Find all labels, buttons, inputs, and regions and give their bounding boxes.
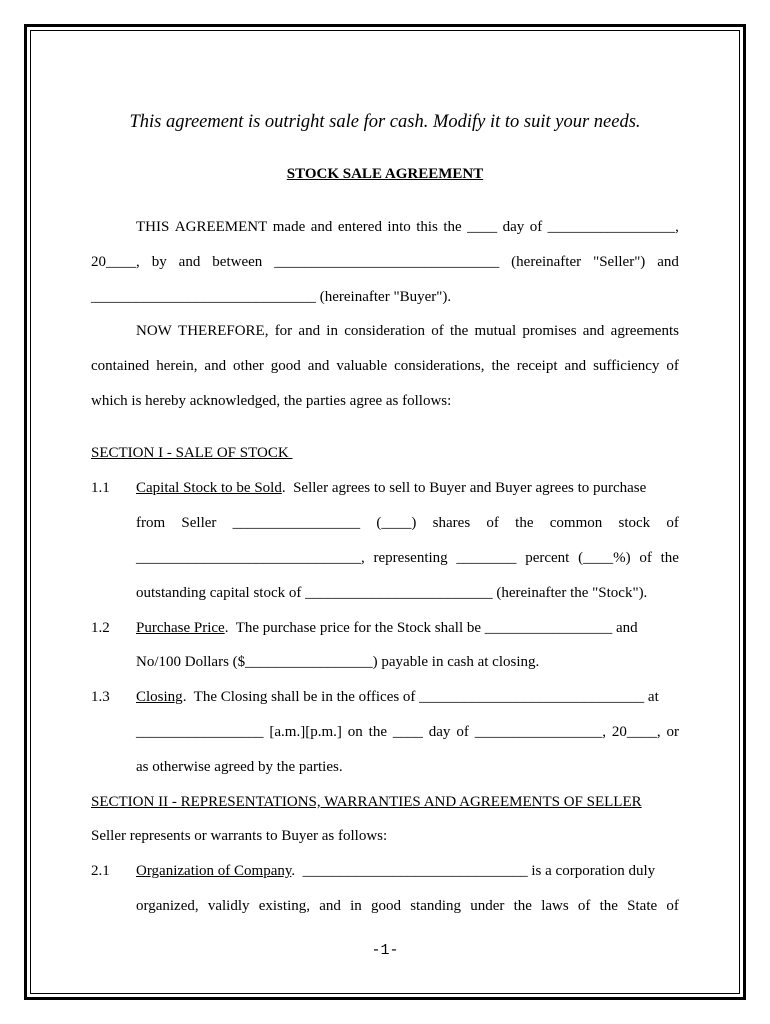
word: of xyxy=(666,898,679,914)
word: valuable xyxy=(336,358,388,374)
word: agreements xyxy=(610,323,679,339)
word: (____%) xyxy=(578,550,631,566)
word: laws xyxy=(541,898,569,914)
clause-2-1-text: . ______________________________ is a corporation duly xyxy=(291,863,656,879)
word: of xyxy=(666,515,679,531)
word: State xyxy=(627,898,658,914)
now-therefore-line-1 xyxy=(136,322,679,340)
word: _________________, xyxy=(474,724,606,740)
word: the xyxy=(513,898,532,914)
word: into xyxy=(387,219,411,235)
word: THIS xyxy=(136,219,170,235)
clause-1-2-line-1 xyxy=(136,619,679,637)
clause-2-1-number: 2.1 xyxy=(91,863,110,879)
preamble-line-3: ______________________________ (hereinafter "Buyer"). xyxy=(91,289,452,305)
word: between xyxy=(212,254,263,270)
word: made xyxy=(272,219,306,235)
word: or xyxy=(666,724,679,740)
clause-1-3-line-3: as otherwise agreed by the parties. xyxy=(136,759,343,775)
word: 20____, xyxy=(91,254,140,270)
word: sufficiency xyxy=(593,358,660,374)
clause-1-1-line-2 xyxy=(136,514,679,532)
word: herein, xyxy=(156,358,198,374)
word: other xyxy=(233,358,264,374)
word: and xyxy=(582,323,605,339)
word: the xyxy=(599,898,618,914)
section-2-intro: Seller represents or warrants to Buyer as follows: xyxy=(91,828,388,844)
clause-1-3-number: 1.3 xyxy=(91,689,110,705)
word: ______________________________ xyxy=(274,254,500,270)
word: from xyxy=(136,515,166,531)
word: _________________, xyxy=(547,219,679,235)
word: [a.m.][p.m.] xyxy=(269,724,342,740)
clause-1-3-caption: Closing xyxy=(136,689,183,705)
word: on xyxy=(347,724,363,740)
word: existing, xyxy=(258,898,310,914)
word: of xyxy=(486,515,499,531)
clause-1-3-line-2 xyxy=(136,723,679,741)
word: common xyxy=(549,515,603,531)
word: and xyxy=(204,358,227,374)
word: _________________ xyxy=(232,515,361,531)
word: THEREFORE, xyxy=(178,323,269,339)
word: the xyxy=(660,550,679,566)
word: the xyxy=(515,515,534,531)
word: promises xyxy=(522,323,577,339)
clause-2-1-caption: Organization of Company xyxy=(136,863,292,879)
word: standing xyxy=(410,898,462,914)
word: mutual xyxy=(474,323,517,339)
word: considerations, xyxy=(394,358,485,374)
word: of xyxy=(529,219,543,235)
word: consideration xyxy=(344,323,425,339)
word: validly xyxy=(207,898,250,914)
word: ________ xyxy=(456,550,517,566)
word: and xyxy=(564,358,587,374)
word: contained xyxy=(91,358,150,374)
clause-1-1-number: 1.1 xyxy=(91,480,110,496)
word: Seller xyxy=(181,515,217,531)
agreement-note: This agreement is outright sale for cash. Modify it to suit your needs. xyxy=(129,112,641,132)
word: of xyxy=(431,323,444,339)
word: and xyxy=(298,323,321,339)
word: and xyxy=(319,898,341,914)
clause-1-1-line-3 xyxy=(136,549,679,567)
word: stock xyxy=(618,515,651,531)
word: receipt xyxy=(516,358,558,374)
word: and xyxy=(310,219,333,235)
word: (____) xyxy=(376,515,417,531)
word: of xyxy=(577,898,591,914)
word: percent xyxy=(525,550,570,566)
word: (hereinafter xyxy=(511,254,582,270)
word: AGREEMENT xyxy=(174,219,268,235)
word: of xyxy=(456,724,469,740)
clause-1-3-line-1 xyxy=(136,688,679,706)
word: by xyxy=(151,254,167,270)
page-number: -1- xyxy=(371,942,399,959)
word: in xyxy=(350,898,362,914)
preamble-line-1 xyxy=(136,218,679,236)
word: shares xyxy=(432,515,471,531)
clause-1-2-caption: Purchase Price xyxy=(136,620,225,636)
preamble-line-2 xyxy=(91,253,679,271)
clause-1-3-text: . The Closing shall be in the offices of ______________________________ at xyxy=(182,689,659,705)
clause-2-1-line-2 xyxy=(136,897,679,915)
word: good xyxy=(370,898,401,914)
now-therefore-line-2 xyxy=(91,357,679,375)
clause-1-2-text: . The purchase price for the Stock shall be _________________ and xyxy=(224,620,638,636)
word: ____ xyxy=(467,219,498,235)
document-title: STOCK SALE AGREEMENT xyxy=(286,166,484,182)
word: the xyxy=(491,358,510,374)
word: good xyxy=(270,358,301,374)
word: and xyxy=(307,358,330,374)
word: for xyxy=(274,323,293,339)
word: 20____, xyxy=(611,724,661,740)
word: "Seller") xyxy=(593,254,646,270)
word: representing xyxy=(373,550,448,566)
clause-1-2-line-2: No/100 Dollars ($_________________) payable in cash at closing. xyxy=(136,654,540,670)
word: organized, xyxy=(136,898,199,914)
clause-1-1-line-1 xyxy=(136,479,679,497)
clause-2-1-line-1 xyxy=(136,862,679,880)
word: in xyxy=(326,323,338,339)
word: under xyxy=(470,898,505,914)
section-1-heading: SECTION I - SALE OF STOCK xyxy=(91,445,293,461)
word: the xyxy=(443,219,462,235)
clause-1-1-text: . Seller agrees to sell to Buyer and Buyer agrees to purchase xyxy=(281,480,647,496)
word: ______________________________, xyxy=(136,550,365,566)
word: day xyxy=(502,219,525,235)
word: _________________ xyxy=(136,724,264,740)
word: of xyxy=(639,550,652,566)
word: and xyxy=(657,254,679,270)
clause-1-2-number: 1.2 xyxy=(91,620,110,636)
word: of xyxy=(666,358,679,374)
clause-1-1-line-4: outstanding capital stock of _________________________ (hereinafter the "Stock"). xyxy=(136,585,648,601)
section-2-heading: SECTION II - REPRESENTATIONS, WARRANTIES AND AGREEMENTS OF SELLER xyxy=(91,794,642,810)
word: this xyxy=(416,219,438,235)
word: day xyxy=(428,724,451,740)
word: and xyxy=(178,254,201,270)
word: entered xyxy=(337,219,382,235)
word: ____ xyxy=(392,724,423,740)
now-therefore-line-3: which is hereby acknowledged, the parties agree as follows: xyxy=(91,393,452,409)
clause-1-1-caption: Capital Stock to be Sold xyxy=(136,480,282,496)
word: the xyxy=(368,724,387,740)
word: NOW xyxy=(136,323,172,339)
word: the xyxy=(449,323,469,339)
